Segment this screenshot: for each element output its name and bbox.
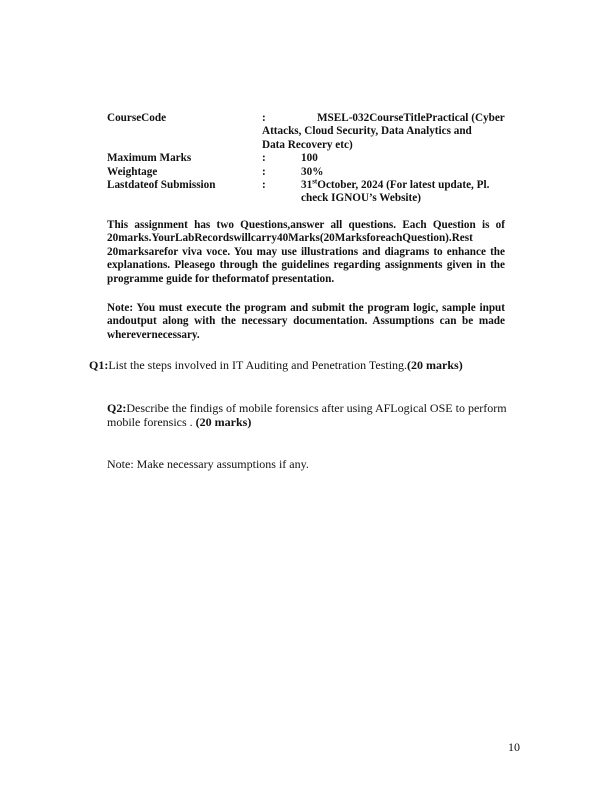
colon: : — [262, 165, 266, 178]
page-number: 10 — [508, 740, 520, 754]
course-meta-table — [107, 112, 517, 206]
last-date-note: check IGNOU’s Website) — [301, 192, 421, 205]
maximum-marks-row — [107, 152, 517, 165]
last-date-label: Lastdateof Submission — [107, 179, 216, 192]
course-code-label: CourseCode — [107, 112, 167, 124]
question-text: Describe the findigs of mobile forensics after using AFLogical OSE to perform mobile forensics . — [107, 401, 507, 429]
question-marks: (20 marks) — [407, 358, 463, 372]
course-title-line2: Attacks, Cloud Security, Data Analytics and — [262, 125, 472, 138]
maximum-marks-value: 100 — [301, 152, 318, 165]
last-date-value: 31stOctober, 2024 (For latest update, Pl. — [301, 177, 490, 192]
last-date-row — [107, 179, 517, 206]
execution-note: Note: You must execute the program and submit the program logic, sample input andoutput along with the necessary documentation. Assumptions can be made wherevernecessary. — [107, 302, 505, 341]
question-text: List the steps involved in IT Auditing and Penetration Testing. — [108, 358, 408, 372]
question-label: Q2: — [107, 401, 127, 415]
colon: : — [262, 152, 266, 165]
question-label: Q1: — [89, 358, 109, 372]
weightage-label: Weightage — [107, 165, 158, 178]
assumptions-note: Note: Make necessary assumptions if any. — [107, 457, 309, 471]
maximum-marks-label: Maximum Marks — [107, 152, 192, 165]
question-1 — [89, 358, 519, 372]
assignment-instructions: This assignment has two Questions,answer all questions. Each Question is of 20marks.YourLabRecordswillcarry40Marks(20MarksforeachQuestion).Rest 20marksarefor viva voce. You may use illustrations and diagrams to enhance the explanations. Pleasego through the guidelines regarding assignments given in the programme guide for theformatof presentation. — [107, 219, 505, 285]
question-marks: (20 marks) — [195, 415, 252, 429]
course-code-value: MSEL-032CourseTitlePractical (Cyber — [317, 112, 505, 124]
course-code-row — [107, 112, 517, 152]
colon: : — [262, 179, 266, 192]
question-2 — [107, 401, 517, 429]
course-title-line3: Data Recovery etc) — [262, 138, 353, 151]
colon: : — [262, 112, 266, 124]
weightage-value: 30% — [301, 165, 324, 178]
